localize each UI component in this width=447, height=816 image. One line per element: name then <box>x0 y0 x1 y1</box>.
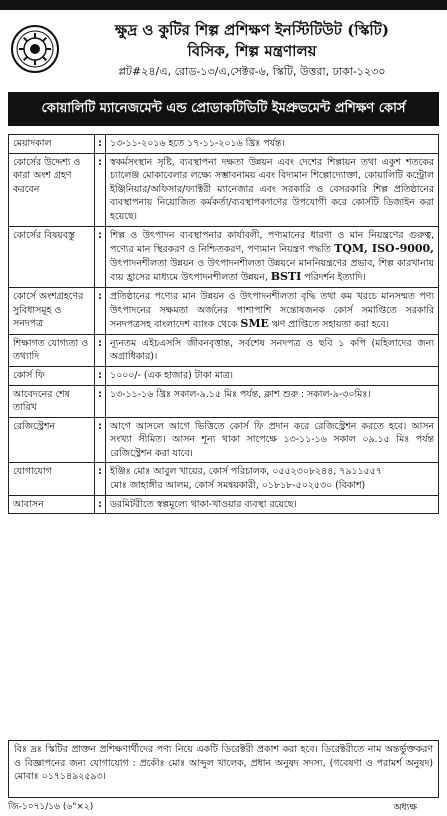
row-label: আবাসন <box>9 495 95 514</box>
row-label: শিক্ষাগত যোগ্যতা ও তথ্যাদি <box>9 334 95 366</box>
header <box>0 10 447 88</box>
org-name: ক্ষুদ্র ও কুটির শিল্প প্রশিক্ষণ ইনস্টিটিউট (স্কিটি) <box>115 21 389 39</box>
colon-separator: : <box>95 135 106 154</box>
row-value: ১০০০/- (এক হাজার) টাকা মাত্র। <box>106 366 439 385</box>
table-row <box>9 153 439 226</box>
table-row <box>9 495 439 514</box>
course-info-table <box>8 134 439 514</box>
colon-separator: : <box>95 495 106 514</box>
keyword-tqm-iso: TQM, ISO-9000, <box>334 242 435 256</box>
keyword-sme: SME <box>240 317 269 331</box>
value-text: ঋণ প্রাপ্তিতে সহায়তা করা হবে। <box>271 319 389 331</box>
value-text: শিল্প ও উৎপাদন ব্যবস্থাপনার কার্যাবলী, পণ্যমানের ধারণা ও মান নিয়ন্ত্রণের গুরুত্ব, পণ্যের মান স্থিরকরণ ও নিশ্চিতকরণ, পণ্যমান নিয়ন্ত্রণ পদ্ধতি <box>110 229 434 256</box>
table-row <box>9 135 439 154</box>
colon-separator: : <box>95 366 106 385</box>
row-value: ন্যূনতম এইচএসসি জীবনবৃত্তান্ত, সর্বশেষ সনদপত্র ও ছবি ১ কপি (মহিলাদের জন্য অগ্রাধিকার)। <box>106 334 439 366</box>
row-value: আগে আসলে আগে ভিত্তিতে কোর্স ফি প্রদান করে রেজিস্ট্রেশন করতে হবে। আসন সংখ্যা সীমিত। আসন শূন্য থাকা সাপেক্ষে ১৩-১১-১৬ সকাল ০৯.১৫ মিঃ পর্যন্ত রেজিস্ট্রেশন করা যাবে। <box>106 417 439 463</box>
row-label: কোর্স ফি <box>9 366 95 385</box>
table-row <box>9 463 439 495</box>
signatory-title: অধ্যক্ষ <box>393 802 417 813</box>
value-text: উৎপাদনশীলতা উন্নয়ন ও উৎপাদনশীলতা উন্নয়নে মাননিয়ন্ত্রণের প্রভাব, শিল্প কারখানায় ব্যয় হ্রাসের মাধ্যমে উৎপাদনশীলতা উন্নয়ন, <box>110 257 434 284</box>
table-row <box>9 287 439 334</box>
row-value <box>106 226 439 287</box>
row-label: রেজিস্ট্রেশন <box>9 417 95 463</box>
organization-seal-icon <box>10 24 60 74</box>
colon-separator: : <box>95 417 106 463</box>
keyword-bsti: BSTI <box>270 270 302 284</box>
row-value <box>106 287 439 334</box>
table-row <box>9 385 439 417</box>
row-label: কোর্সে অংশগ্রহণের সুবিধাসমূহ ও সনদপত্র <box>9 287 95 334</box>
colon-separator: : <box>95 463 106 495</box>
row-label: কোর্সের উদ্দেশ্য ও কারা অংশ গ্রহণ করবেন <box>9 153 95 226</box>
top-black-bar <box>0 0 447 10</box>
colon-separator: : <box>95 153 106 226</box>
ministry-name: বিসিক, শিল্প মন্ত্রণালয় <box>187 42 317 60</box>
row-value: স্বকর্মসংস্থান সৃষ্টি, ব্যবস্থাপনা দক্ষতা উন্নয়ন এবং দেশের শিল্পায়ন তথা একুশ শতকের চ্যালেঞ্জ মোকাবেলার লক্ষ্যে সম্ভাবনাময় এবং বিদ্যমান শিল্পোদ্যোক্তা, কোয়ালিটি কন্ট্রোল ইঞ্জিনিয়ার/অফিসার/ফ্যাক্টরী ম্যানেজার এবং সরকারি ও বেসরকারি শিল্প প্রতিষ্ঠানের ব্যবস্থাপনায় নিয়োজিত কর্মকর্তা/ব্যবস্থাপকগণের উপযোগী করে কোর্সটি ডিজাইন করা হয়েছে। <box>106 153 439 226</box>
table-row <box>9 417 439 463</box>
value-text: পরিদর্শন ইত্যাদি। <box>304 272 366 284</box>
contact-line: মোঃ জাহাঙ্গীর আলম, কোর্স সমন্বয়কারী, ০১৮১৮-৫০২৫৩০ (বিকাশ) <box>110 480 366 492</box>
value-text: প্রতিষ্ঠানের পণ্যের মান উন্নয়ন ও উৎপাদনশীলতা বৃদ্ধি তথা কম খরচে মানসম্মত পণ্য উৎপাদনের সক্ষমতা অর্জনের পাশাপাশি সন্তোষজনক কোর্স সমাপ্তিতে সরকারি সনদপত্রসহ বাংলাদেশ ব্যাংক থেকে <box>110 290 434 331</box>
notice-box: বিঃ দ্রঃ স্কিটির প্রাক্তন প্রশিক্ষণার্থীদের পণ্য নিয়ে একটি ডিরেক্টরী প্রকাশ করা হবে। ডিরেক্টরীতে নাম অন্তর্ভুক্তকরণ ও বিজ্ঞাপনের জন্য যোগাযোগ : প্রকৌঃ মোঃ আব্দুল খালেক, প্রধান অনুষদ সদস্য, (গবেষণা ও পরামর্শ অনুষদ) মোবাঃ ০১৭১৪৯২৫৯৩। <box>8 740 439 798</box>
reference-code: জি-১০৭১/১৬ (৬"×২) <box>8 802 94 812</box>
row-value: ১৩-১১-১৬ খ্রিঃ সকাল-৯.১৫ মিঃ পর্যন্ত, ক্লাশ শুরু : সকাল-৯-৩০মিঃ। <box>106 385 439 417</box>
row-label: যোগাযোগ <box>9 463 95 495</box>
contact-line: ইঞ্জিঃ মোঃ আবুল খায়ের, কোর্স পরিচালক, ০৫৫২৩০৮২৪৪, ৭৯১১৫৫৭ <box>110 466 382 478</box>
row-label: কোর্সের বিষয়বস্তু <box>9 226 95 287</box>
row-value <box>106 463 439 495</box>
colon-separator: : <box>95 385 106 417</box>
table-row <box>9 366 439 385</box>
org-address: প্লট#২৪/এ, রোড-১৩/এ,সেক্টর-৬, স্কিটি, উত্তরা, ঢাকা-১২৩০ <box>118 65 386 78</box>
colon-separator: : <box>95 287 106 334</box>
course-title-banner: কোয়ালিটি ম্যানেজমেন্ট এন্ড প্রোডাকটিভিটি ইমপ্রুভমেন্ট প্রশিক্ষণ কোর্স <box>8 92 439 126</box>
colon-separator: : <box>95 334 106 366</box>
colon-separator: : <box>95 226 106 287</box>
table-row <box>9 334 439 366</box>
row-label: মেয়াদকাল <box>9 135 95 154</box>
row-label: আবেদনের শেষ তারিখ <box>9 385 95 417</box>
row-value: ১৩-১১-২০১৬ হতে ১৭-১১-২০১৬ খ্রিঃ পর্যন্ত। <box>106 135 439 154</box>
table-row <box>9 226 439 287</box>
row-value: ডরমিটরীতে স্বল্পমূল্যে থাকা-খাওয়ার ব্যবস্থা রয়েছে। <box>106 495 439 514</box>
